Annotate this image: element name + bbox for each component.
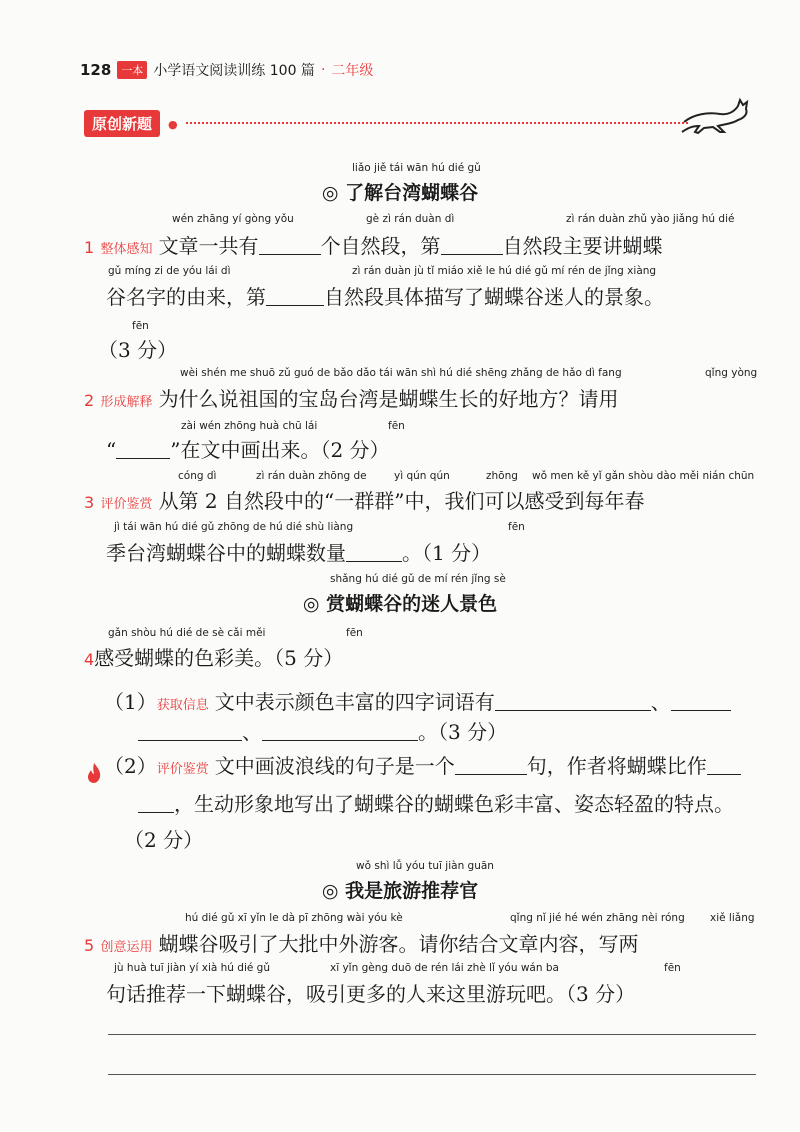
answer-blank[interactable] (259, 236, 321, 255)
separator: 、 (242, 720, 262, 744)
q4-sub2-text: ，生动形象地写出了蝴蝶谷的蝴蝶色彩丰富、姿态轻盈的特点。 (174, 792, 734, 816)
section-2-title (0, 589, 800, 616)
q2-pinyin-a1: wèi shén me shuō zǔ guó de bǎo dǎo tái wān shì hú dié shēng zhǎng de hǎo dì fang (180, 367, 622, 379)
section-2-pinyin: shǎng hú dié gǔ de mí rén jǐng sè (330, 573, 506, 585)
section-symbol-icon: ◎ (302, 593, 320, 615)
q3-line-1 (84, 485, 644, 514)
q4-sub2-text: 文中画波浪线的句子是一个 (214, 754, 455, 778)
answer-blank[interactable] (346, 543, 402, 562)
q5-pinyin-b1: jù huà tuī jiàn yí xià hú dié gǔ (114, 962, 270, 974)
question-tag: 获取信息 (156, 698, 209, 713)
grade-label: 二年级 (331, 63, 374, 79)
q3-text: 从第 2 自然段中的“一群群”中，我们可以感受到每年春 (158, 489, 645, 513)
question-number: 1 (84, 238, 95, 257)
question-tag: 形成解释 (100, 395, 153, 410)
q4-sub2-score: （2 分） (124, 828, 204, 852)
q3-pinyin-a3: yì qún qún (394, 470, 450, 482)
q1-pinyin-b2: zì rán duàn jù tǐ miáo xiě le hú dié gǔ mí rén de jǐng xiàng (352, 265, 657, 277)
q4-sub2-text: 句，作者将蝴蝶比作 (526, 754, 707, 778)
question-number: 3 (84, 493, 95, 512)
q3-pinyin-a5: wǒ men kě yǐ gǎn shòu dào měi nián chūn (532, 470, 755, 482)
question-tag: 评价鉴赏 (100, 497, 153, 512)
q1-line-1 (84, 230, 663, 259)
answer-blank[interactable] (116, 440, 170, 459)
question-number: 2 (84, 391, 95, 410)
section-banner: 原创新题 (84, 110, 160, 137)
q4-sub1-line-2 (138, 716, 507, 745)
section-symbol-icon: ◎ (321, 880, 339, 902)
answer-blank[interactable] (671, 692, 731, 711)
q5-pinyin-a2: qǐng nǐ jié hé wén zhāng nèi róng (510, 912, 685, 924)
section-1-title-text: 了解台湾蝴蝶谷 (345, 182, 479, 204)
q2-pinyin-b2: fēn (388, 420, 405, 432)
page-header (80, 60, 373, 80)
quote-mark: “ (106, 438, 117, 462)
q5-line-2: 句话推荐一下蝴蝶谷，吸引更多的人来这里游玩吧。（3 分） (106, 982, 636, 1006)
dotted-divider (186, 122, 688, 124)
q1-text: 谷名字的由来，第 (106, 285, 266, 309)
q3-pinyin-a4: zhōng (486, 470, 518, 482)
q3-line-2 (106, 537, 491, 566)
q2-pinyin-a2: qǐng yòng (705, 367, 758, 379)
q4-sub1-text: 文中表示颜色丰富的四字词语有 (214, 690, 495, 714)
q4-sub2-line-1 (104, 750, 741, 779)
question-tag: 创意运用 (100, 940, 153, 955)
q4-sub2-line-2 (138, 788, 734, 817)
q5-pinyin-b2: xī yǐn gèng duō de rén lái zhè lǐ yóu wán ba (330, 962, 559, 974)
q1-pinyin-a1: wén zhāng yí gòng yǒu (172, 213, 294, 225)
answer-blank[interactable] (138, 722, 242, 741)
answer-blank[interactable] (455, 756, 527, 775)
q5-pinyin-b3: fēn (664, 962, 681, 974)
q1-pinyin-a3: zì rán duàn zhǔ yào jiǎng hú dié (566, 213, 735, 225)
q2-line-1 (84, 383, 619, 412)
answer-blank[interactable] (707, 756, 741, 775)
q5-line-1 (84, 928, 639, 957)
q1-text: 文章一共有 (158, 234, 259, 258)
q2-pinyin-b1: zài wén zhōng huà chū lái (181, 420, 318, 432)
question-number: 5 (84, 936, 95, 955)
sub-question-label: （2） (104, 754, 157, 778)
q4-sub1-text: 。（3 分） (418, 720, 508, 744)
q3-pinyin-b2: fēn (508, 521, 525, 533)
q1-text: 自然段主要讲蝴蝶 (502, 234, 663, 258)
q1-pinyin-c: fēn (132, 320, 149, 332)
sub-question-label: （1） (104, 690, 157, 714)
q1-score: （3 分） (98, 338, 178, 362)
header-separator: · (320, 62, 326, 78)
question-tag: 评价鉴赏 (156, 762, 209, 777)
question-number: 4 (84, 650, 95, 669)
answer-writing-line[interactable] (108, 1034, 756, 1035)
section-3-title-text: 我是旅游推荐官 (345, 880, 479, 902)
answer-writing-line[interactable] (108, 1074, 756, 1075)
brand-badge: 一本 (117, 61, 147, 79)
cat-icon (680, 96, 752, 136)
section-3-pinyin: wǒ shì lǚ yóu tuī jiàn guān (356, 860, 494, 872)
q2-text: 为什么说祖国的宝岛台湾是蝴蝶生长的好地方？请用 (158, 387, 619, 411)
q1-line-2 (106, 281, 664, 310)
q4-line (84, 642, 343, 671)
q1-text: 自然段具体描写了蝴蝶谷迷人的景象。 (324, 285, 664, 309)
q3-text: 。（1 分） (402, 541, 492, 565)
answer-blank[interactable] (138, 794, 174, 813)
q1-text: 个自然段，第 (320, 234, 441, 258)
q2-line-2 (106, 434, 390, 463)
quote-mark: ” (170, 438, 181, 462)
q4-pinyin-2: fēn (346, 627, 363, 639)
section-symbol-icon: ◎ (321, 182, 339, 204)
answer-blank[interactable] (495, 692, 651, 711)
question-tag: 整体感知 (100, 242, 153, 257)
q3-pinyin-a1: cóng dì (178, 470, 217, 482)
q1-pinyin-b1: gǔ míng zi de yóu lái dì (108, 265, 231, 277)
book-title: 小学语文阅读训练 100 篇 (153, 63, 315, 79)
section-2-title-text: 赏蝴蝶谷的迷人景色 (326, 593, 498, 615)
answer-blank[interactable] (441, 236, 503, 255)
q5-pinyin-a3: xiě liǎng (710, 912, 755, 924)
answer-blank[interactable] (266, 287, 324, 306)
separator: 、 (650, 690, 671, 714)
section-1-title (0, 178, 800, 205)
q3-text: 季台湾蝴蝶谷中的蝴蝶数量 (106, 541, 346, 565)
banner-dot-icon: ● (168, 118, 178, 131)
q5-pinyin-a1: hú dié gǔ xī yǐn le dà pī zhōng wài yóu kè (185, 912, 403, 924)
q3-pinyin-b1: jì tái wān hú dié gǔ zhōng de hú dié shù liàng (114, 521, 354, 533)
section-1-pinyin: liǎo jiě tái wān hú dié gǔ (352, 162, 481, 174)
q2-text: 在文中画出来。（2 分） (180, 438, 390, 462)
q4-text: 感受蝴蝶的色彩美。（5 分） (94, 646, 344, 670)
q3-pinyin-a2: zì rán duàn zhōng de (256, 470, 367, 482)
page-number: 128 (80, 61, 112, 79)
answer-blank[interactable] (262, 722, 418, 741)
q4-sub1-line-1 (104, 686, 731, 715)
q1-pinyin-a2: gè zì rán duàn dì (366, 213, 455, 225)
q5-text: 蝴蝶谷吸引了大批中外游客。请你结合文章内容，写两 (158, 932, 639, 956)
section-3-title (0, 876, 800, 903)
fire-icon (86, 762, 102, 784)
q4-pinyin-1: gǎn shòu hú dié de sè cǎi měi (108, 627, 266, 639)
